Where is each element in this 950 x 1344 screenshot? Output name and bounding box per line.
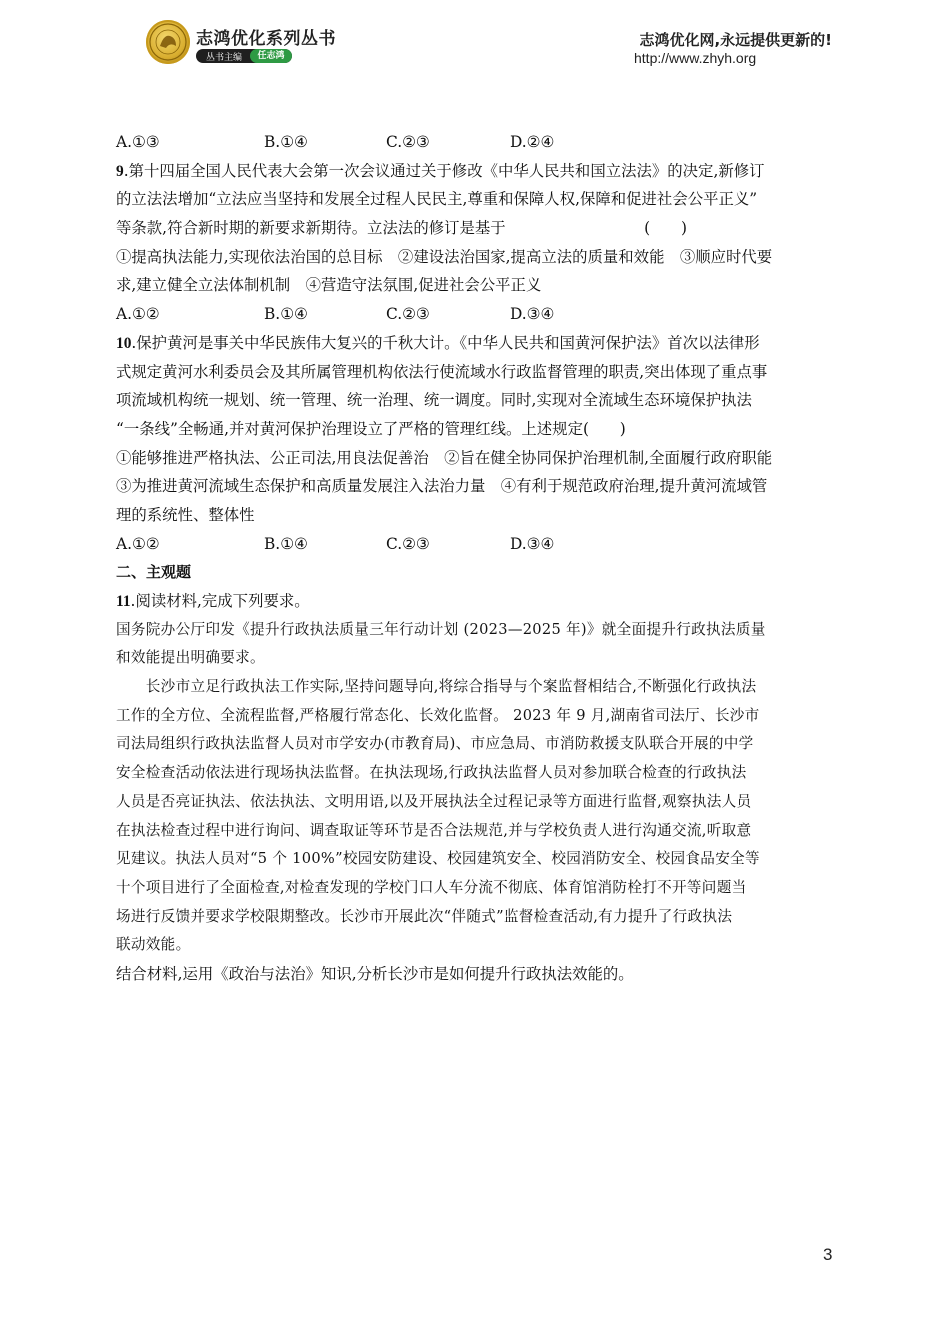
q11-material-line-6: 安全检查活动依法进行现场执法监督。在执法现场,行政执法监督人员对参加联合检查的行政执法 (116, 764, 747, 782)
q11-material-line-3: 长沙市立足行政执法工作实际,坚持问题导向,将综合指导与个案监督相结合,不断强化行政执法 (116, 678, 757, 696)
q10-option-b: B.①④ (264, 534, 308, 553)
editor-name: 任志鸿 (250, 49, 292, 63)
q9-stem-line-3: 等条款,符合新时期的新要求新期待。立法法的修订是基于 ( ) (116, 219, 687, 238)
q11-material-line-9: 见建议。执法人员对“5 个 100%”校园安防建设、校园建筑安全、校园消防安全、校园食品安全等 (116, 850, 760, 868)
q10-option-d: D.③④ (510, 534, 555, 553)
q9-option-c: C.②③ (386, 305, 430, 324)
q9-stem-line-1 (116, 157, 832, 186)
document-body (116, 128, 832, 989)
q11-material-line-5: 司法局组织行政执法监督人员对市学安办(市教育局)、市应急局、市消防救援支队联合开展的中学 (116, 735, 754, 753)
editor-label: 丛书主编 (206, 53, 243, 63)
q11-task: 结合材料,运用《政治与法治》知识,分析长沙市是如何提升行政执法效能的。 (116, 964, 634, 983)
site-url-link[interactable]: http://www.zhyh.org (634, 50, 757, 66)
q10-stem-line-2: 式规定黄河水利委员会及其所属管理机构依法行使流域水行政监督管理的职责,突出体现了重点事 (116, 362, 768, 381)
q9-options (116, 300, 832, 329)
q9-stem-line-2: 的立法法增加“立法应当坚持和发展全过程人民民主,尊重和保障人权,保障和促进社会公平正义” (116, 190, 758, 209)
q11-material-line-7: 人员是否亮证执法、依法执法、文明用语,以及开展执法全过程记录等方面进行监督,观察执法人员 (116, 792, 752, 810)
q10-statements-line-1: ①能够推进严格执法、公正司法,用良法促善治 ②旨在健全协同保护治理机制,全面履行政府职能 (116, 448, 773, 467)
q11-material-line-2: 和效能提出明确要求。 (116, 649, 265, 667)
q9-option-a: A.①② (116, 305, 160, 324)
q9-statements-line-2: 求,建立健全立法体制机制 ④营造守法氛围,促进社会公平正义 (116, 276, 542, 295)
q9-stem-text-1: .第十四届全国人民代表大会第一次会议通过关于修改《中华人民共和国立法法》的决定,新修订 (123, 161, 765, 180)
q11-material-line-12: 联动效能。 (116, 936, 191, 954)
q8-option-d: D.②④ (510, 133, 555, 151)
seal-logo-icon (146, 20, 190, 64)
q8-option-b: B.①④ (264, 133, 308, 151)
q11-intro (116, 587, 832, 616)
q10-option-c: C.②③ (386, 534, 430, 553)
q10-stem-line-1 (116, 329, 832, 358)
q10-statements-line-3: 理的系统性、整体性 (116, 505, 255, 524)
editor-badge (196, 49, 292, 63)
q11-material-line-11: 场进行反馈并要求学校限期整改。长沙市开展此次“伴随式”监督检查活动,有力提升了行政执法 (116, 907, 733, 925)
q10-number: 10 (116, 334, 132, 352)
q8-option-a: A.①③ (116, 133, 160, 151)
page-header (0, 0, 950, 80)
q8-options (116, 128, 832, 157)
q10-statements-line-2: ③为推进黄河流域生态保护和高质量发展注入法治力量 ④有利于规范政府治理,提升黄河流域管 (116, 477, 768, 496)
section-title: 二、主观题 (116, 563, 192, 582)
q10-options (116, 530, 832, 559)
q11-material-line-8: 在执法检查过程中进行询问、调查取证等环节是否合法规范,并与学校负责人进行沟通交流,听取意 (116, 821, 752, 839)
q10-stem-text-1: .保护黄河是事关中华民族伟大复兴的千秋大计。《中华人民共和国黄河保护法》首次以法律形 (131, 333, 760, 352)
q9-number: 9 (116, 162, 124, 180)
q11-number: 11 (116, 593, 131, 610)
q10-stem-line-4: “一条线”全畅通,并对黄河保护治理设立了严格的管理红线。上述规定( ) (116, 419, 626, 438)
q11-material-line-4: 工作的全方位、全流程监督,严格履行常态化、长效化监督。 2023 年 9 月,湖南省司法厅、长沙市 (116, 706, 760, 724)
q9-statements-line-1: ①提高执法能力,实现依法治国的总目标 ②建设法治国家,提高立法的质量和效能 ③顺应时代要 (116, 247, 773, 266)
q11-material-line-10: 十个项目进行了全面检查,对检查发现的学校门口人车分流不彻底、体育馆消防栓打不开等问题当 (116, 878, 747, 896)
series-title: 志鸿优化系列丛书 (196, 29, 336, 49)
q8-option-c: C.②③ (386, 133, 430, 151)
q10-stem-line-3: 项流域机构统一规划、统一管理、统一治理、统一调度。同时,实现对全流域生态环境保护执法 (116, 391, 752, 410)
q9-option-b: B.①④ (264, 305, 308, 324)
page-number: 3 (823, 1245, 833, 1264)
q10-option-a: A.①② (116, 534, 160, 553)
q11-intro-text: .阅读材料,完成下列要求。 (130, 592, 310, 610)
site-slogan: 志鸿优化网,永远提供更新的! (639, 31, 832, 49)
q11-material-line-1: 国务院办公厅印发《提升行政执法质量三年行动计划 (2023—2025 年)》就全面提升行政执法质量 (116, 620, 766, 638)
q9-option-d: D.③④ (510, 305, 555, 324)
